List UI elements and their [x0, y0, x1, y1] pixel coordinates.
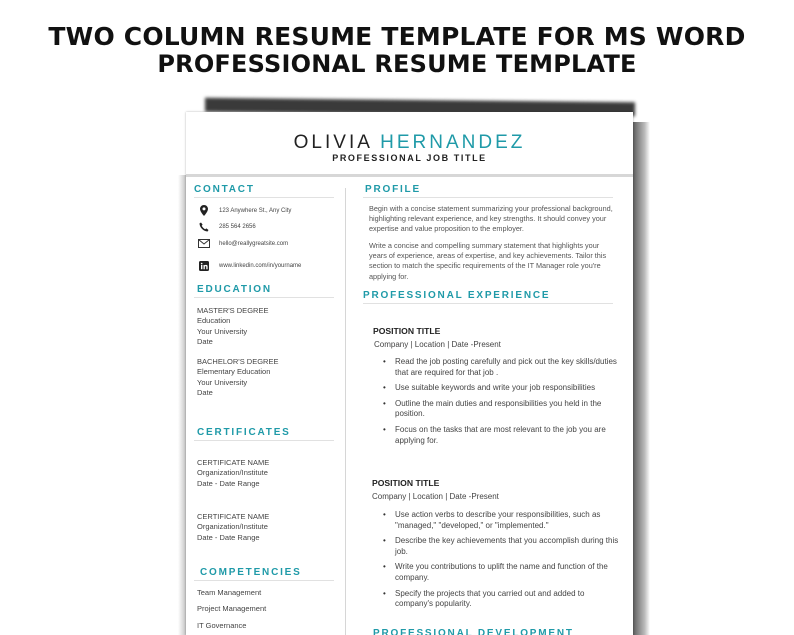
competencies-underline: [194, 580, 334, 581]
position-meta: Company | Location | Date -Present: [372, 492, 499, 501]
certificates-underline: [194, 440, 334, 441]
resume-name: [186, 132, 633, 154]
bullet-item: • Use action verbs to describe your responsibilities, such as "managed," "developed," or "implemented.": [383, 510, 623, 531]
position-meta: Company | Location | Date -Present: [374, 340, 501, 349]
contact-heading: CONTACT: [194, 184, 255, 195]
last-name: HERNANDEZ: [380, 132, 526, 153]
experience-underline: [363, 303, 613, 304]
linkedin-text: www.linkedin.com/in/yourname: [219, 263, 302, 269]
certificates-heading: CERTIFICATES: [197, 427, 291, 438]
education-date: Date: [197, 337, 213, 347]
email-text: hello@reallygreatsite.com: [219, 240, 289, 247]
education-heading: EDUCATION: [197, 284, 272, 295]
certificate-date: Date - Date Range: [197, 478, 260, 488]
education-field: Education: [197, 316, 231, 326]
resume-page: [186, 112, 633, 635]
bullet-item: • Describe the key achievements that you accomplish during this job.: [383, 536, 623, 557]
certificate-entry: [197, 458, 269, 489]
position-bullets: [383, 357, 623, 451]
contact-phone: [196, 222, 256, 232]
contact-linkedin: [196, 261, 301, 271]
education-date: Date: [197, 388, 213, 398]
profile-paragraph: Write a concise and compelling summary statement that highlights your years of experience, areas of expertise, and key achievements. Tailor this section to match the specific requirements of the IT Manager role you're applying for.: [369, 241, 607, 281]
development-heading: PROFESSIONAL DEVELOPMENT: [373, 628, 574, 635]
education-field: Elementary Education: [197, 367, 271, 377]
contact-underline: [194, 197, 334, 198]
bullet-item: • Write you contributions to uplift the name and function of the company.: [383, 562, 623, 583]
education-entry: [197, 357, 278, 399]
certificate-org: Organization/Institute: [197, 522, 268, 532]
location-pin-icon: [196, 205, 212, 216]
position-title: POSITION TITLE: [373, 326, 441, 336]
position-bullets: [383, 510, 623, 615]
profile-paragraph: Begin with a concise statement summarizing your professional background, highlighting relevant experience, and key strengths. It should convey your expertise and value proposition to the employer.: [369, 204, 613, 234]
bullet-item: • Read the job posting carefully and pick out the key skills/duties that are required for that job .: [383, 357, 623, 378]
bullet-item: • Outline the main duties and responsibilities you held in the position.: [383, 399, 623, 420]
education-underline: [194, 297, 334, 298]
education-degree: MASTER'S DEGREE: [197, 306, 269, 315]
envelope-icon: [196, 239, 212, 248]
bullet-item: • Use suitable keywords and write your job responsibilities: [383, 383, 623, 394]
contact-address: [196, 205, 291, 216]
certificate-name: CERTIFICATE NAME: [197, 512, 270, 521]
address-text: 123 Anywhere St., Any City: [219, 207, 292, 214]
bullet-item: • Focus on the tasks that are most relevant to the job you are applying for.: [383, 425, 623, 446]
column-divider: [345, 188, 346, 635]
phone-icon: [196, 222, 212, 232]
certificate-org: Organization/Institute: [197, 468, 268, 478]
page-shadow-right: [632, 122, 650, 635]
banner-title-line2: PROFESSIONAL RESUME TEMPLATE: [157, 50, 637, 78]
experience-heading: PROFESSIONAL EXPERIENCE: [363, 290, 551, 301]
certificate-date: Date - Date Range: [197, 532, 260, 542]
phone-text: 285 564 2656: [219, 224, 256, 230]
education-degree: BACHELOR'S DEGREE: [197, 357, 279, 366]
contact-email: [196, 239, 288, 248]
competency-item: IT Governance: [197, 621, 247, 630]
profile-underline: [363, 197, 613, 198]
certificate-entry: [197, 512, 269, 543]
bullet-item: • Specify the projects that you carried out and added to company's popularity.: [383, 589, 623, 610]
education-entry: [197, 306, 268, 348]
education-school: Your University: [197, 377, 248, 387]
competencies-heading: COMPETENCIES: [200, 567, 302, 578]
banner-title-line1: TWO COLUMN RESUME TEMPLATE FOR MS WORD: [48, 22, 746, 51]
competency-item: Project Management: [197, 604, 267, 613]
first-name: OLIVIA: [293, 132, 372, 153]
job-title: PROFESSIONAL JOB TITLE: [332, 153, 487, 163]
profile-heading: PROFILE: [365, 184, 421, 195]
linkedin-icon: [196, 261, 212, 271]
education-school: Your University: [197, 326, 248, 336]
position-title: POSITION TITLE: [372, 478, 440, 488]
header-divider: [186, 174, 633, 177]
competency-item: Team Management: [197, 588, 262, 597]
certificate-name: CERTIFICATE NAME: [197, 458, 270, 467]
